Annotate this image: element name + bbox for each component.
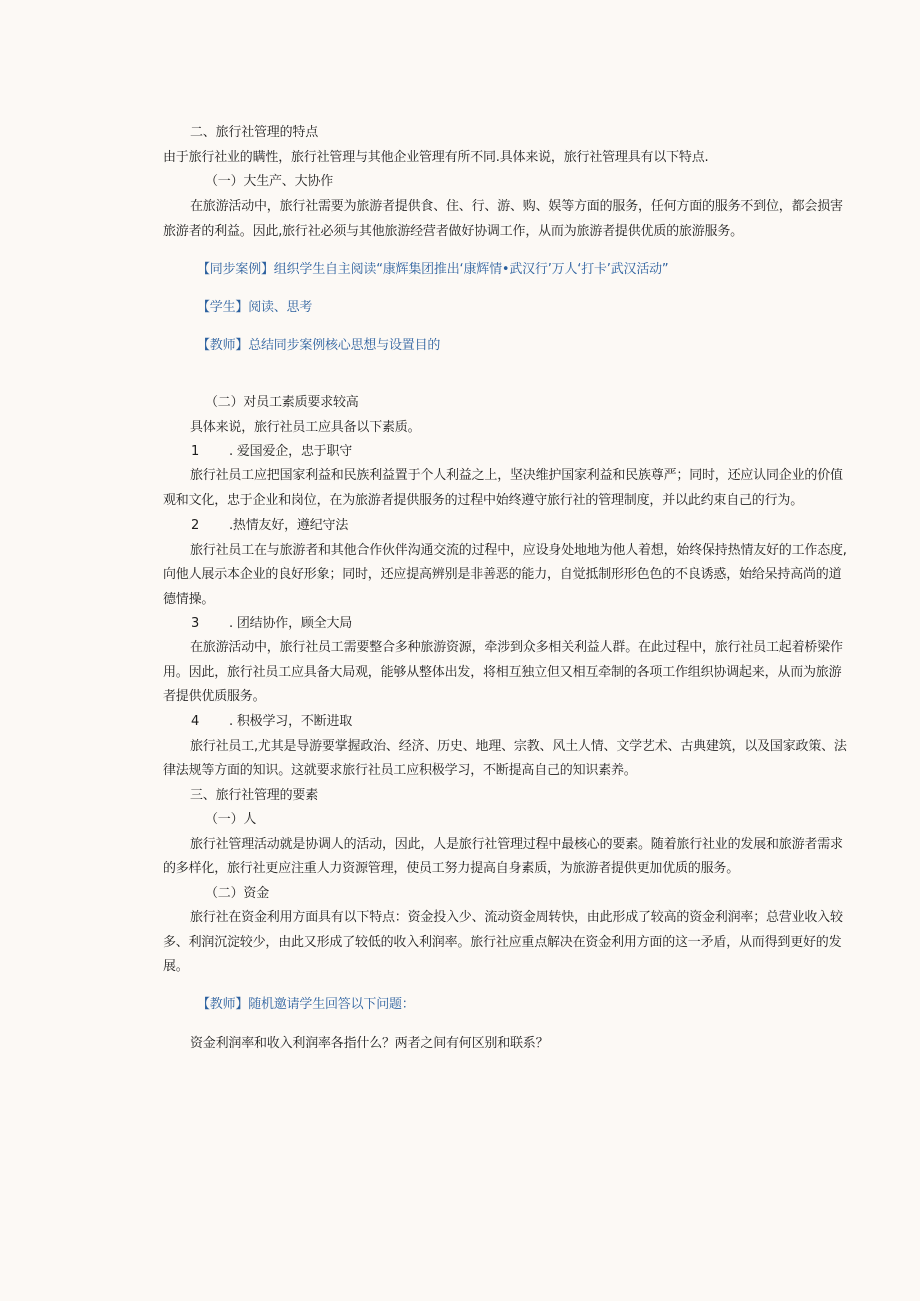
teacher-note: 【教师】总结同步案例核心思想与设置目的 [197, 338, 441, 353]
section-2-intro: 由于旅行社业的瞒性，旅行社管理与其他企业管理有所不同.具体来说，旅行社管理具有以下特点. [163, 150, 709, 165]
student-note: 【学生】阅读、思考 [197, 300, 313, 315]
paragraph-line: 观和文化，忠于企业和岗位，在为旅游者提供服务的过程中始终遵守旅行社的管理制度，并以此约束自己的行为。 [163, 493, 804, 508]
subsection-intro: 具体来说，旅行社员工应具备以下素质。 [190, 420, 421, 435]
paragraph-line: 在旅游活动中，旅行社员工需要整合多种旅游资源，牵涉到众多相关利益人群。在此过程中，旅行社员工起着桥梁作 [190, 640, 843, 655]
paragraph-line: 在旅游活动中，旅行社需要为旅游者提供食、住、行、游、购、娱等方面的服务，任何方面的服务不到位，都会损害 [190, 199, 843, 214]
paragraph-line: 展。 [163, 959, 189, 974]
paragraph-line: 旅行社在资金利用方面具有以下特点：资金投入少、流动资金周转快，由此形成了较高的资金利润率；总营业收入较 [190, 910, 843, 925]
paragraph-line: 向他人展示本企业的良好形象；同时，还应提高辨别是非善恶的能力，自觉抵制形形色色的不良诱惑，始给呆持高尚的道 [163, 567, 842, 582]
section-3-heading: 三、旅行社管理的要素 [190, 788, 319, 803]
paragraph-line: 用。因此，旅行社员工应具备大局观，能够从整体出发，将相互独立但又相互牵制的各项工作组织协调起来，从而为旅游 [163, 665, 842, 680]
list-item-title: 3 . 团结协作，顾全大局 [191, 616, 353, 631]
section-2-heading: 二、旅行社管理的特点 [190, 125, 319, 140]
paragraph-line: 者提供优质服务。 [163, 689, 266, 704]
paragraph-line: 旅行社员工在与旅游者和其他合作伙伴沟通交流的过程中，应设身处地地为他人着想，始终保持热情友好的工作态度, [190, 543, 847, 558]
paragraph-line: 律法规等方面的知识。这就要求旅行社员工应积极学习，不断提高自己的知识素养。 [163, 763, 637, 778]
teacher-note: 【教师】随机邀请学生回答以下问题： [197, 997, 415, 1012]
subsection-title-mass-production: （一）大生产、大协作 [205, 174, 334, 189]
discussion-question: 资金利润率和收入利润率各指什么？两者之间有何区别和联系？ [190, 1036, 549, 1051]
paragraph-line: 旅行社员工,尤其是导游要掌握政治、经济、历史、地理、宗教、风土人情、文学艺术、古典建筑，以及国家政策、法 [190, 739, 847, 754]
subsection-title-staff-quality: （二）对员工素质要求较高 [205, 395, 359, 410]
list-item-title: 4 . 积极学习，不断进取 [191, 714, 353, 729]
case-note: 【同步案例】组织学生自主阅读“康辉集团推出‘康辉情•武汉行’万人‘打卡’武汉活动” [197, 262, 669, 277]
list-item-title: 1 . 爱国爱企，忠于职守 [191, 444, 353, 459]
subsection-title-people: （一）人 [205, 812, 257, 827]
paragraph-line: 的多样化，旅行社更应注重人力资源管理，使员工努力提高自身素质，为旅游者提供更加优质的服务。 [163, 861, 740, 876]
subsection-title-funds: （二）资金 [205, 886, 270, 901]
paragraph-line: 旅行社管理活动就是协调人的活动，因此，人是旅行社管理过程中最核心的要素。随着旅行社业的发展和旅游者需求 [190, 837, 843, 852]
paragraph-line: 旅游者的利益。因此,旅行社必须与其他旅游经营者做好协调工作，从而为旅游者提供优质的旅游服务。 [163, 224, 743, 239]
paragraph-line: 多、利润沉淀较少，由此又形成了较低的收入利润率。旅行社应重点解决在资金利用方面的这一矛盾，从而得到更好的发 [163, 935, 842, 950]
paragraph-line: 德情操。 [163, 592, 215, 607]
paragraph-line: 旅行社员工应把国家利益和民族利益置于个人利益之上，坚决维护国家利益和民族尊严；同时，还应认同企业的价值 [190, 468, 843, 483]
list-item-title: 2 .热情友好，遵纪守法 [191, 518, 349, 533]
